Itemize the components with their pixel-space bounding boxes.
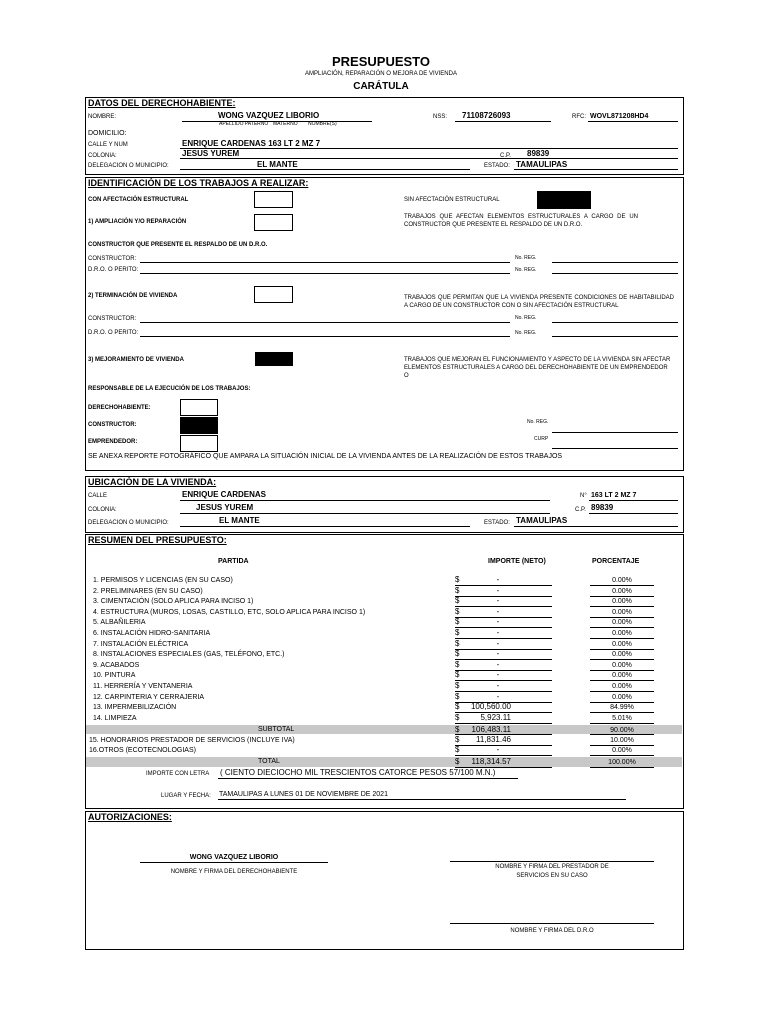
nombres-caption: NOMBRE(S) bbox=[308, 121, 337, 127]
budget-row-underline bbox=[455, 659, 552, 660]
autorizaciones-heading: AUTORIZACIONES: bbox=[88, 812, 172, 822]
opt1-label: 1) AMPLIACIÓN Y/O REPARACIÓN bbox=[88, 219, 187, 225]
budget-row-label: 5. ALBAÑILERIA bbox=[93, 619, 146, 626]
opt2-checkbox[interactable] bbox=[254, 286, 293, 303]
budget-row-underline bbox=[455, 627, 552, 628]
noreg-label-4: No. REG. bbox=[515, 330, 537, 336]
budget-row-currency: $ bbox=[455, 660, 460, 669]
budget-row-currency: $ bbox=[455, 596, 460, 605]
doc-subtitle: AMPLIACIÓN, REPARACIÓN O MEJORA DE VIVIENDA bbox=[305, 71, 457, 77]
total-pct: 100.00% bbox=[608, 759, 636, 766]
budget-row-label: 9. ACABADOS bbox=[93, 662, 140, 669]
budget-row-amount: - bbox=[496, 649, 500, 658]
calle-label: CALLE Y NUM bbox=[88, 142, 128, 148]
budget-row-label: 14. LIMPIEZA bbox=[93, 715, 137, 722]
colonia-label: COLONIA: bbox=[88, 153, 117, 159]
budget-pct-underline bbox=[590, 723, 654, 724]
estado-value: TAMAULIPAS bbox=[516, 160, 568, 169]
doc-caratula: CARÁTULA bbox=[353, 81, 409, 92]
ub-delegacion-label: DELEGACION O MUNICIPIO: bbox=[88, 520, 169, 526]
noreg-label-5: No. REG. bbox=[527, 419, 549, 425]
apellido-materno-caption: MATERNO bbox=[273, 121, 298, 127]
budget-pct-underline bbox=[590, 691, 654, 692]
budget-row-amount: - bbox=[496, 660, 500, 669]
budget-row-pct: 0.00% bbox=[612, 630, 632, 637]
col-partida-header: PARTIDA bbox=[218, 558, 249, 565]
budget-row-label: 10. PINTURA bbox=[93, 672, 136, 679]
budget-row-currency: $ bbox=[455, 681, 460, 690]
ub-cp-value: 89839 bbox=[591, 503, 614, 512]
honorarios-amount: 11,831.46 bbox=[476, 735, 511, 744]
emprendedor-label: EMPRENDEDOR: bbox=[88, 439, 138, 445]
budget-row-pct: 0.00% bbox=[612, 683, 632, 690]
budget-row-currency: $ bbox=[455, 670, 460, 679]
budget-pct-underline bbox=[590, 617, 654, 618]
budget-row-label: 3. CIMENTACIÓN (SOLO APLICA PARA INCISO 1) bbox=[93, 598, 254, 605]
budget-row-pct: 0.00% bbox=[612, 694, 632, 701]
total-label: TOTAL bbox=[258, 758, 280, 765]
budget-pct-underline bbox=[590, 702, 654, 703]
curp-label: CURP bbox=[534, 436, 549, 442]
constructor-label-1: CONSTRUCTOR: bbox=[88, 256, 137, 262]
budget-pct-underline bbox=[590, 680, 654, 681]
lugar-value: TAMAULIPAS A LUNES 01 DE NOVIEMBRE DE 2021 bbox=[219, 791, 388, 798]
ub-estado-value: TAMAULIPAS bbox=[516, 516, 568, 525]
budget-row-label: 4. ESTRUCTURA (MUROS, LOSAS, CASTILLO, ETC, SOLO APLICA PARA INCISO 1) bbox=[93, 609, 366, 616]
opt2-description: TRABAJOS QUE PERMITAN QUE LA VIVIENDA PRESENTE CONDICIONES DE HABITABILIDAD A CARGO DE UN CONSTRUCTOR CON O SIN AFECTACIÓN ESTRUCTURAL bbox=[404, 295, 674, 309]
lugar-label: LUGAR Y FECHA: bbox=[161, 793, 211, 799]
col-porcentaje-header: PORCENTAJE bbox=[592, 558, 640, 565]
responsable-label: RESPONSABLE DE LA EJECUCIÓN DE LOS TRABAJOS: bbox=[88, 386, 251, 392]
budget-pct-underline bbox=[590, 585, 654, 586]
otros-label: 16.OTROS (ECOTECNOLOGIAS) bbox=[89, 747, 196, 754]
budget-row-currency: $ bbox=[455, 713, 460, 722]
budget-row-label: 12. CARPINTERIA Y CERRAJERIA bbox=[93, 694, 204, 701]
otros-currency: $ bbox=[455, 745, 460, 754]
letra-value: ( CIENTO DIECIOCHO MIL TRESCIENTOS CATORCE PESOS 57/100 M.N.) bbox=[220, 768, 496, 777]
firma-dro-caption: NOMBRE Y FIRMA DEL D.R.O bbox=[510, 928, 594, 934]
budget-row-label: 8. INSTALACIONES ESPECIALES (GAS, TELÉFONO, ETC.) bbox=[93, 651, 285, 658]
budget-row-label: 13. IMPERMEBILIZACIÓN bbox=[93, 704, 177, 711]
sin-afectacion-checkbox[interactable] bbox=[537, 191, 591, 209]
budget-row-label: 1. PERMISOS Y LICENCIAS (EN SU CASO) bbox=[93, 577, 233, 584]
budget-pct-underline bbox=[590, 670, 654, 671]
ub-colonia-label: COLONIA: bbox=[88, 507, 117, 513]
subtotal-currency: $ bbox=[455, 725, 460, 734]
budget-row-label: 7. INSTALACIÓN ELÉCTRICA bbox=[93, 641, 189, 648]
ub-calle-value: ENRIQUE CARDENAS bbox=[182, 490, 267, 499]
budget-row-pct: 0.00% bbox=[612, 651, 632, 658]
budget-row-pct: 0.00% bbox=[612, 641, 632, 648]
budget-row-pct: 0.00% bbox=[612, 609, 632, 616]
ub-estado-label: ESTADO: bbox=[484, 520, 510, 526]
datos-heading: DATOS DEL DERECHOHABIENTE: bbox=[88, 98, 236, 108]
budget-row-underline bbox=[455, 585, 552, 586]
ubicacion-heading: UBICACIÓN DE LA VIVIENDA: bbox=[88, 477, 217, 487]
ub-cp-label: C.P. bbox=[575, 507, 586, 513]
budget-row-pct: 0.00% bbox=[612, 577, 632, 584]
ub-num-value: 163 LT 2 MZ 7 bbox=[591, 492, 637, 499]
budget-row-currency: $ bbox=[455, 586, 460, 595]
total-amount: 118,314.57 bbox=[471, 757, 511, 766]
budget-row-amount: - bbox=[496, 670, 500, 679]
opt2-label: 2) TERMINACIÓN DE VIVIENDA bbox=[88, 293, 178, 299]
budget-row-currency: $ bbox=[455, 628, 460, 637]
otros-pct: 0.00% bbox=[612, 747, 632, 754]
con-afectacion-label: CON AFECTACIÓN ESTRUCTURAL bbox=[88, 197, 189, 203]
nombre-value: WONG VAZQUEZ LIBORIO bbox=[218, 111, 320, 120]
budget-pct-underline bbox=[590, 606, 654, 607]
resumen-heading: RESUMEN DEL PRESUPUESTO: bbox=[88, 535, 227, 545]
firma-prestador-caption-1: NOMBRE Y FIRMA DEL PRESTADOR DE bbox=[495, 864, 609, 870]
ub-num-label: N° bbox=[580, 493, 587, 499]
honorarios-currency: $ bbox=[455, 735, 460, 744]
delegacion-value: EL MANTE bbox=[257, 160, 298, 169]
budget-row-underline bbox=[455, 638, 552, 639]
budget-row-currency: $ bbox=[455, 639, 460, 648]
budget-pct-underline bbox=[590, 627, 654, 628]
estado-label: ESTADO: bbox=[484, 163, 510, 169]
nss-label: NSS: bbox=[433, 114, 448, 120]
firma-derechohabiente-caption: NOMBRE Y FIRMA DEL DERECHOHABIENTE bbox=[170, 869, 298, 875]
budget-row-underline bbox=[455, 680, 552, 681]
honorarios-pct: 10.00% bbox=[610, 737, 634, 744]
opt3-checkbox[interactable] bbox=[255, 352, 293, 366]
ub-delegacion-value: EL MANTE bbox=[219, 516, 260, 525]
noreg-label-1: No. REG. bbox=[515, 255, 537, 261]
doc-title: PRESUPUESTO bbox=[331, 54, 430, 69]
opt3-label: 3) MEJORAMIENTO DE VIVIENDA bbox=[88, 357, 184, 363]
nombre-label: NOMBRE: bbox=[88, 114, 117, 120]
budget-row-amount: - bbox=[496, 596, 500, 605]
firmante-nombre: WONG VAZQUEZ LIBORIO bbox=[189, 854, 279, 861]
calle-value: ENRIQUE CARDENAS 163 LT 2 MZ 7 bbox=[182, 139, 321, 148]
budget-row-currency: $ bbox=[455, 649, 460, 658]
delegacion-label: DELEGACION O MUNICIPIO: bbox=[88, 163, 169, 169]
ub-calle-label: CALLE bbox=[88, 493, 108, 499]
dro-label-1: D.R.O. O PERITO: bbox=[88, 267, 139, 273]
budget-row-pct: 0.00% bbox=[612, 588, 632, 595]
letra-label: IMPORTE CON LETRA bbox=[146, 771, 210, 777]
budget-row-pct: 0.00% bbox=[612, 619, 632, 626]
anexa-text: SE ANEXA REPORTE FOTOGRÁFICO QUE AMPARA LA SITUACIÓN INICIAL DE LA VIVIENDA ANTES DE LA REALIZACIÓN DE ESTOS TRABAJOS bbox=[88, 453, 563, 460]
subtotal-label: SUBTOTAL bbox=[258, 726, 295, 733]
budget-row-amount: - bbox=[496, 692, 500, 701]
budget-row-pct: 0.00% bbox=[612, 598, 632, 605]
budget-row-pct: 5.01% bbox=[612, 715, 632, 722]
derechohabiente-label: DERECHOHABIENTE: bbox=[88, 405, 151, 411]
constructor-resp-label: CONSTRUCTOR: bbox=[88, 422, 137, 428]
budget-pct-underline bbox=[590, 596, 654, 597]
datos-section bbox=[85, 97, 684, 175]
cp-label: C.P. bbox=[500, 153, 511, 159]
budget-pct-underline bbox=[590, 638, 654, 639]
budget-row-amount: 5,923.11 bbox=[480, 713, 511, 722]
constructor-resp-checkbox[interactable] bbox=[180, 417, 218, 434]
budget-row-underline bbox=[455, 723, 552, 724]
total-currency: $ bbox=[455, 757, 460, 766]
budget-row-amount: - bbox=[496, 681, 500, 690]
budget-pct-underline bbox=[590, 659, 654, 660]
nss-value: 71108726093 bbox=[462, 111, 511, 120]
honorarios-label: 15. HONORARIOS PRESTADOR DE SERVICIOS (INCLUYE IVA) bbox=[89, 737, 295, 744]
ub-colonia-value: JESUS YUREM bbox=[196, 503, 254, 512]
derechohabiente-checkbox[interactable] bbox=[180, 399, 218, 416]
constructor-label-2: CONSTRUCTOR: bbox=[88, 316, 137, 322]
noreg-label-3: No. REG. bbox=[515, 315, 537, 321]
con-afectacion-checkbox[interactable] bbox=[254, 191, 293, 208]
rfc-value: WOVL871208HD4 bbox=[590, 113, 649, 120]
rfc-label: RFC: bbox=[572, 114, 586, 120]
budget-row-amount: - bbox=[496, 617, 500, 626]
sin-afectacion-label: SIN AFECTACIÓN ESTRUCTURAL bbox=[404, 197, 500, 203]
trabajos-heading: IDENTIFICACIÓN DE LOS TRABAJOS A REALIZAR: bbox=[88, 178, 309, 188]
domicilio-label: DOMICILIO: bbox=[88, 130, 127, 137]
opt1-description: TRABAJOS QUE AFECTAN ELEMENTOS ESTRUCTURALES A CARGO DE UN CONSTRUCTOR QUE PRESENTE EL RESPALDO DE UN D.R.O. bbox=[404, 214, 638, 228]
otros-amount: - bbox=[496, 745, 500, 754]
opt1-checkbox[interactable] bbox=[254, 214, 293, 231]
noreg-label-2: No. REG. bbox=[515, 267, 537, 273]
col-importe-header: IMPORTE (NETO) bbox=[488, 558, 546, 565]
budget-row-pct: 0.00% bbox=[612, 672, 632, 679]
cp-value: 89839 bbox=[527, 149, 550, 158]
budget-row-amount: - bbox=[496, 575, 500, 584]
firma-prestador-caption-2: SERVICIOS EN SU CASO bbox=[516, 873, 588, 879]
budget-pct-underline bbox=[590, 649, 654, 650]
budget-row-underline bbox=[455, 691, 552, 692]
budget-row-amount: 100,560.00 bbox=[470, 702, 511, 711]
budget-row-underline bbox=[455, 606, 552, 607]
constructor-dro-label: CONSTRUCTOR QUE PRESENTE EL RESPALDO DE UN D.R.O. bbox=[88, 242, 268, 248]
emprendedor-checkbox[interactable] bbox=[180, 435, 218, 452]
budget-row-pct: 0.00% bbox=[612, 662, 632, 669]
budget-row-amount: - bbox=[496, 607, 500, 616]
budget-pct-underline bbox=[590, 712, 654, 713]
subtotal-pct: 90.00% bbox=[610, 727, 634, 734]
opt3-description: TRABAJOS QUE MEJORAN EL FUNCIONAMIENTO Y ASPECTO DE LA VIVIENDA SIN AFECTAR ELEMENTOS ESTRUCTURALES A CARGO DEL DERECHOHABIENTE DE UN EMPRENDEDOR O bbox=[404, 357, 671, 379]
colonia-value: JESUS YUREM bbox=[182, 149, 240, 158]
budget-row-amount: - bbox=[496, 639, 500, 648]
budget-row-currency: $ bbox=[455, 575, 460, 584]
budget-row-amount: - bbox=[496, 586, 500, 595]
budget-row-pct: 84.99% bbox=[610, 704, 634, 711]
subtotal-amount: 106,483.11 bbox=[471, 725, 511, 734]
budget-row-label: 2. PRELIMINARES (EN SU CASO) bbox=[93, 588, 203, 595]
budget-row-currency: $ bbox=[455, 702, 460, 711]
budget-row-currency: $ bbox=[455, 607, 460, 616]
budget-row-currency: $ bbox=[455, 617, 460, 626]
apellido-paterno-caption: APELLIDO PATERNO bbox=[219, 121, 269, 127]
budget-row-amount: - bbox=[496, 628, 500, 637]
budget-row-currency: $ bbox=[455, 692, 460, 701]
dro-label-2: D.R.O. O PERITO: bbox=[88, 330, 139, 336]
budget-row-label: 6. INSTALACIÓN HIDRO-SANITARIA bbox=[93, 630, 211, 637]
budget-row-label: 11. HERRERÍA Y VENTANERIA bbox=[93, 683, 193, 690]
